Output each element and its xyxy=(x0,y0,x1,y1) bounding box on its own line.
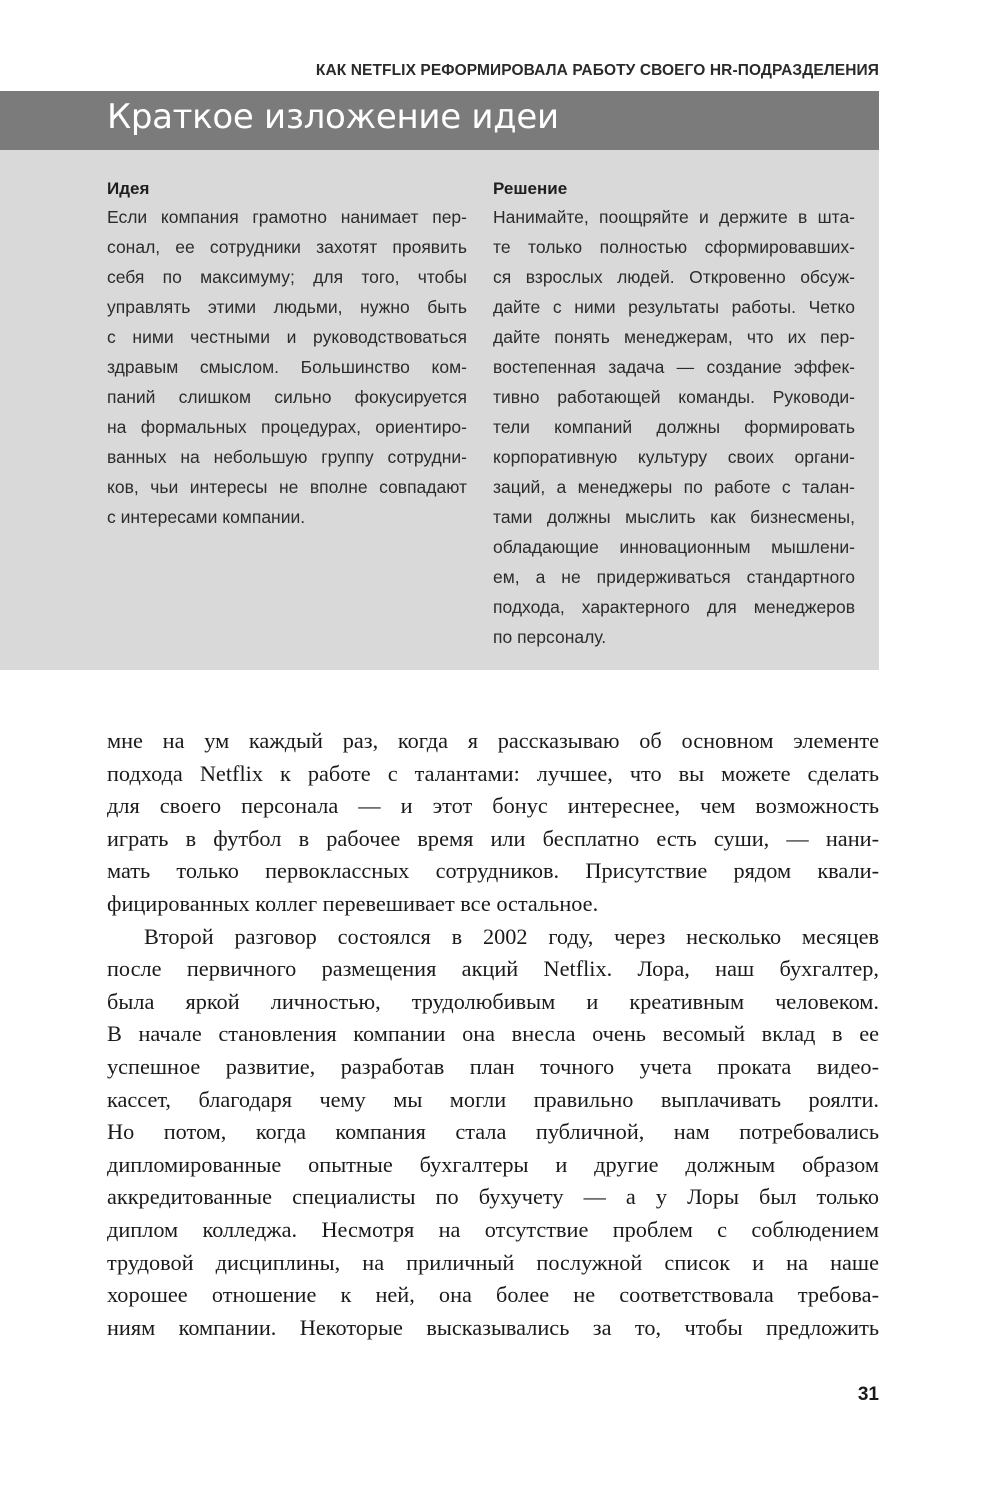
solution-heading: Решение xyxy=(493,179,568,198)
idea-text xyxy=(107,202,467,532)
body-line: мне на ум каждый раз, когда я рассказываю об основном элементе xyxy=(107,728,879,753)
solution-line: тами должны мыслить как бизнесмены, xyxy=(493,507,855,527)
idea-line: на формальных процедурах, ориентиро- xyxy=(107,417,467,437)
solution-column xyxy=(493,177,855,652)
idea-line: управлять этими людьми, нужно быть xyxy=(107,297,467,317)
solution-line: по персоналу. xyxy=(493,627,607,647)
solution-text xyxy=(493,202,855,652)
solution-line: Нанимайте, поощряйте и держите в шта- xyxy=(493,207,855,227)
body-line: ниям компании. Некоторые высказывались за то, чтобы предложить xyxy=(107,1314,879,1340)
body-line: диплом колледжа. Несмотря на отсутствие проблем с соблюдением xyxy=(107,1216,879,1242)
body-line: хорошее отношение к ней, она более не соответствовала требова- xyxy=(107,1282,879,1308)
idea-line: здравым смыслом. Большинство ком- xyxy=(107,357,467,377)
solution-line: тели компаний должны формировать xyxy=(493,417,855,437)
summary-title-bar xyxy=(0,91,879,150)
solution-line: те только полностью сформировавших- xyxy=(493,237,855,257)
main-text xyxy=(107,725,879,1344)
body-line: успешное развитие, разработав план точного учета проката видео- xyxy=(107,1053,879,1079)
solution-line: тивно работающей команды. Руководи- xyxy=(493,387,855,407)
idea-line: с интересами компании. xyxy=(107,507,306,527)
body-line: после первичного размещения акций Netflix. Лора, наш бухгалтер, xyxy=(107,956,879,982)
solution-line: подхода, характерного для менеджеров xyxy=(493,597,855,617)
body-line: аккредитованные специалисты по бухучету — а у Лоры был только xyxy=(107,1184,879,1210)
solution-line: корпоративную культуру своих органи- xyxy=(493,447,855,467)
solution-line: востепенная задача — создание эффек- xyxy=(493,357,855,377)
idea-line: паний слишком сильно фокусируется xyxy=(107,387,467,407)
body-line: кассет, благодаря чему мы могли правильно выплачивать роялти. xyxy=(107,1086,879,1112)
body-line: подхода Netflix к работе с талантами: лучшее, что вы можете сделать xyxy=(107,760,879,786)
solution-line: заций, а менеджеры по работе с талан- xyxy=(493,477,855,497)
body-line: играть в футбол в рабочее время или бесплатно есть суши, — нани- xyxy=(107,825,879,851)
idea-column xyxy=(107,177,467,532)
body-line: В начале становления компании она внесла очень весомый вклад в ее xyxy=(107,1021,879,1047)
solution-line: дайте понять менеджерам, что их пер- xyxy=(493,327,855,347)
page-number: 31 xyxy=(857,1384,879,1405)
body-line: трудовой дисциплины, на приличный послужной список и на наше xyxy=(107,1249,879,1275)
body-line: Но потом, когда компания стала публичной, нам потребовались xyxy=(107,1119,879,1145)
idea-line: ков, чьи интересы не вполне совпадают xyxy=(107,477,467,497)
summary-box xyxy=(0,150,879,670)
solution-line: ся взрослых людей. Откровенно обсуж- xyxy=(493,267,855,287)
running-header: КАК NETFLIX РЕФОРМИРОВАЛА РАБОТУ СВОЕГО HR-ПОДРАЗДЕЛЕНИЯ xyxy=(315,62,879,79)
idea-line: с ними честными и руководствоваться xyxy=(107,327,467,347)
idea-line: себя по максимуму; для того, чтобы xyxy=(107,267,467,287)
body-line: фицированных коллег перевешивает все остальное. xyxy=(107,890,599,916)
body-line: для своего персонала — и этот бонус интереснее, чем возможность xyxy=(107,793,879,819)
solution-line: дайте с ними результаты работы. Четко xyxy=(493,297,855,317)
body-line: дипломированные опытные бухгалтеры и другие должным образом xyxy=(107,1151,879,1177)
summary-title: Краткое изложение идеи xyxy=(107,97,559,137)
body-line: была яркой личностью, трудолюбивым и креативным человеком. xyxy=(107,988,879,1014)
body-line: мать только первоклассных сотрудников. Присутствие рядом квали- xyxy=(107,858,879,884)
solution-line: обладающие инновационным мышлени- xyxy=(493,537,855,557)
body-line: Второй разговор состоялся в 2002 году, через несколько месяцев xyxy=(144,923,879,949)
idea-line: сонал, ее сотрудники захотят проявить xyxy=(107,237,467,257)
idea-heading: Идея xyxy=(107,179,150,198)
idea-line: ванных на небольшую группу сотрудни- xyxy=(107,447,467,467)
idea-line: Если компания грамотно нанимает пер- xyxy=(107,207,467,227)
solution-line: ем, а не придерживаться стандартного xyxy=(493,567,855,587)
